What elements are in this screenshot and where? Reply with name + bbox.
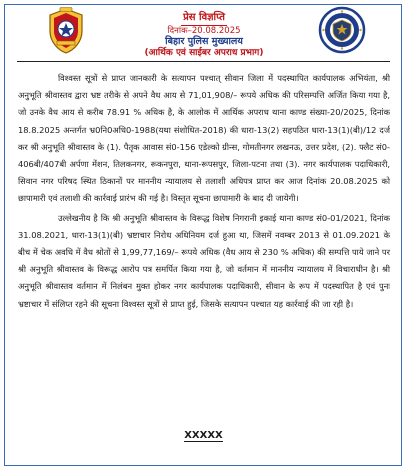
eow-emblem-icon [318, 6, 366, 54]
press-release-title: प्रेस विज्ञप्ति [181, 12, 227, 26]
release-date: दिनांक–20.08.2025 [167, 25, 241, 36]
header-divider [17, 61, 390, 62]
sub-department-name: (आर्थिक एवं साईबर अपराध प्रभाग) [144, 48, 264, 58]
letterhead [0, 0, 407, 62]
end-mark [0, 430, 407, 441]
end-mark-text: XXXXX [184, 430, 223, 441]
title-block [100, 5, 308, 59]
department-name: बिहार पुलिस मुख्यालय [165, 36, 243, 48]
paragraph-2: उल्लेखनीय है कि श्री अनुभूति श्रीवास्तव के विरूद्ध विशेष निगरानी इकाई थाना काण्ड सं0-01/2021, दिनांक 31.08.2021, धारा-13(1)(बी) भ्रष्टाचार निरोध अधिनियम दर्ज हुआ था, जिसमें नवम्बर 2013 से 01.09.2021 के बीच में चेक अवधि में वैध श्रोतों से 1,99,77,169/– रूपये अधिक (वैध आय से 230 % अधिक) की सम्पत्ति पाये जाने पर श्री अनुभूति श्रीवास्तव के विरूद्ध आरोप पत्र समर्पित किया गया है, जो वर्तमान में माननीय न्यायालय में विचाराधीन है। श्री अनुभूति श्रीवास्तव वर्तमान में निलंबन मुक्त होकर नगर कार्यपालक पदाधिकारी, सीवान के रूप में पदस्थापित है एवं पुनः भ्रष्टाचार में संलिप्त रहने की सूचना विश्वस्त सूत्रों से प्राप्त हुई, जिसके सत्यापन पश्चात यह कार्रवाई की जा रही है। [18, 212, 390, 309]
bihar-police-emblem-icon [46, 7, 86, 55]
release-body [18, 70, 390, 315]
paragraph-1: विश्वस्त सूत्रों से प्राप्त जानकारी के सत्यापन पश्चात् सीवान जिला में पदस्थापित कार्यपालक अभियंता, श्री अनुभूति श्रीवास्तव द्वारा भ्रष्ट तरीके से अपने वैध आय से 71,01,908/– रूपये अधिक की परिसम्पत्ति अर्जित किया गया है, जो उनके वैध आय से करीब 78.91 % अधिक है, के आलोक में आर्थिक अपराध थाना काण्ड संख्या-20/2025, दिनांक 18.8.2025 अन्तर्गत भ्र0नि0अधि0-1988(यथा संशोधित-2018) की धारा-13(2) सहपठित धारा-13(1)(बी)/12 दर्ज कर श्री अनुभूति श्रीवास्तव के (1). पैतृक आवास सं0-156 एडेल्को ग्रीन्स, गोमतीनगर लखनऊ, उत्तर प्रदेश, (2). फ्लैट सं0-406बी/407बी अर्पणा मेंशन, तिलकनगर, रूकनपुरा, थाना-रूपसपुर, जिला-पटना तथा (3). नगर कार्यपालक पदाधिकारी, सिवान नगर परिषद स्थित ठिकानों पर माननीय न्यायालय से तलाशी अधिपत्र प्राप्त कर आज दिनांक 20.08.2025 को छापामारी एवं तलाशी की कार्रवाई प्रारंभ की गई है। विस्तृत सूचना छापामारी के बाद दी जायेगी। [18, 73, 390, 204]
